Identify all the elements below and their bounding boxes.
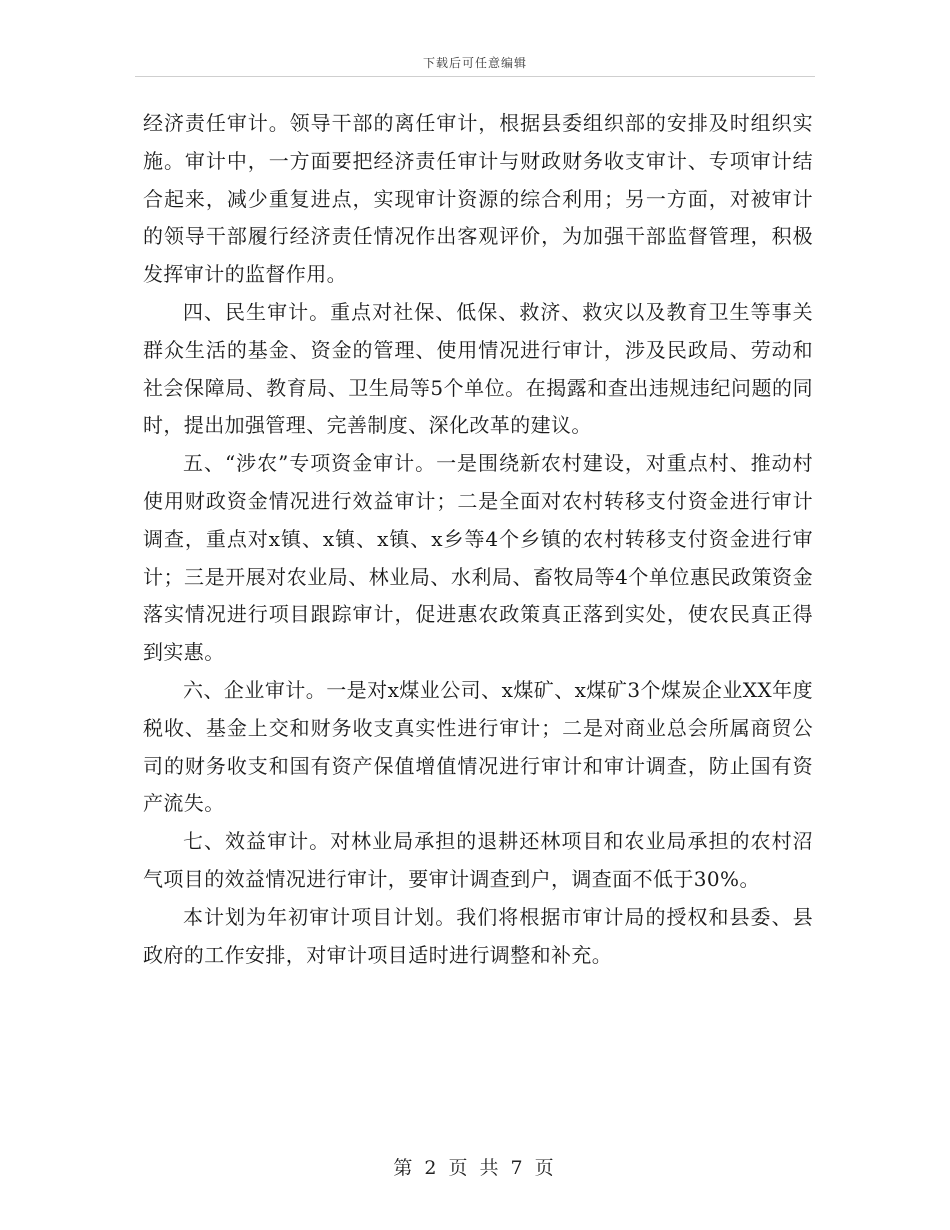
header-divider — [135, 76, 815, 77]
paragraph-section-four: 四、民生审计。重点对社保、低保、救济、救灾以及教育卫生等事关群众生活的基金、资金的管理、使用情况进行审计，涉及民政局、劳动和社会保障局、教育局、卫生局等5个单位。在揭露和查出违规违纪问题的同时，提出加强管理、完善制度、深化改革的建议。 — [143, 299, 813, 438]
page-number-footer: 第 2 页 共 7 页 — [393, 1157, 557, 1179]
page-header-note: 下载后可任意编辑 — [422, 56, 527, 70]
paragraph-continuation: 经济责任审计。领导干部的离任审计，根据县委组织部的安排及时组织实施。审计中，一方面要把经济责任审计与财政财务收支审计、专项审计结合起来，减少重复进点，实现审计资源的综合利用；另一方面，对被审计的领导干部履行经济责任情况作出客观评价，为加强干部监督管理，积极发挥审计的监督作用。 — [143, 111, 813, 287]
paragraph-section-six: 六、企业审计。一是对x煤业公司、x煤矿、x煤矿3个煤炭企业XX年度税收、基金上交和财务收支真实性进行审计；二是对商业总会所属商贸公司的财务收支和国有资产保值增值情况进行审计和审计调查，防止国有资产流失。 — [143, 677, 813, 816]
paragraph-section-seven: 七、效益审计。对林业局承担的退耕还林项目和农业局承担的农村沼气项目的效益情况进行审计，要审计调查到户，调查面不低于30%。 — [143, 829, 813, 891]
paragraph-section-five: 五、“涉农”专项资金审计。一是围绕新农村建设，对重点村、推动村使用财政资金情况进行效益审计；二是全面对农村转移支付资金进行审计调查，重点对x镇、x镇、x镇、x乡等4个乡镇的农村转移支付资金进行审计；三是开展对农业局、林业局、水利局、畜牧局等4个单位惠民政策资金落实情况进行项目跟踪审计，促进惠农政策真正落到实处，使农民真正得到实惠。 — [143, 451, 813, 665]
document-body — [143, 105, 813, 974]
paragraph-closing: 本计划为年初审计项目计划。我们将根据市审计局的授权和县委、县政府的工作安排，对审计项目适时进行调整和补充。 — [143, 904, 813, 967]
